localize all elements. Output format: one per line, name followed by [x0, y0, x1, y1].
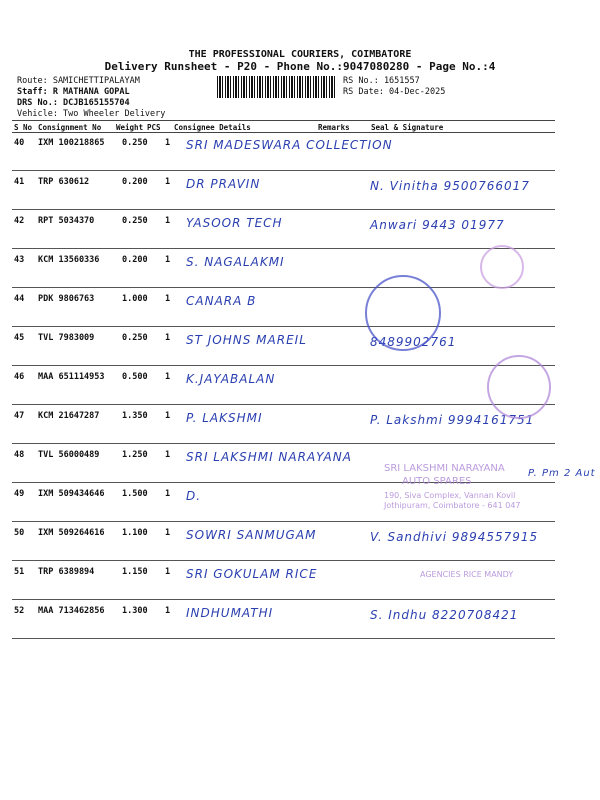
consignee-handwriting: SRI GOKULAM RICE — [186, 567, 318, 581]
row-consignment: TVL 7983009 — [38, 333, 95, 343]
row-weight: 1.100 — [122, 528, 148, 538]
signature-handwriting: P. Lakshmi 9994161751 — [370, 413, 535, 427]
consignee-handwriting: S. NAGALAKMI — [186, 255, 285, 269]
runsheet-title: Delivery Runsheet - P20 - Phone No.:9047080280 - Page No.:4 — [104, 60, 496, 73]
row-weight: 1.250 — [122, 450, 148, 460]
stamp-lakshmi-address: 190, Siva Complex, Vannan Kovil — [384, 491, 516, 500]
row-consignment: TRP 630612 — [38, 177, 90, 187]
table-row — [12, 522, 555, 561]
table-row — [12, 600, 555, 639]
stamp-rice-mandy: AGENCIES RICE MANDY — [420, 570, 514, 579]
table-top-rule — [12, 120, 555, 121]
row-pcs: 1 — [165, 489, 171, 499]
table-row — [12, 405, 555, 444]
row-consignment: MAA 713462856 — [38, 606, 105, 616]
consignee-handwriting: D. — [186, 489, 202, 503]
row-pcs: 1 — [165, 411, 171, 421]
col-remarks: Remarks — [318, 123, 350, 132]
row-consignment: PDK 9806763 — [38, 294, 95, 304]
row-pcs: 1 — [165, 333, 171, 343]
consignee-handwriting: DR PRAVIN — [186, 177, 261, 191]
row-sno: 48 — [14, 450, 25, 460]
vehicle: Vehicle: Two Wheeler Delivery — [17, 109, 166, 119]
row-pcs: 1 — [165, 528, 171, 538]
row-weight: 0.200 — [122, 177, 148, 187]
col-pcs: PCS — [147, 123, 161, 132]
consignee-handwriting: SRI MADESWARA COLLECTION — [186, 138, 393, 152]
stamp-lakshmi-name: SRI LAKSHMI NARAYANA — [384, 463, 505, 474]
row-pcs: 1 — [165, 216, 171, 226]
row-weight: 1.300 — [122, 606, 148, 616]
row-consignment: TRP 6389894 — [38, 567, 95, 577]
row-sno: 45 — [14, 333, 25, 343]
row-sno: 46 — [14, 372, 25, 382]
row-consignment: IXM 100218865 — [38, 138, 105, 148]
row-pcs: 1 — [165, 177, 171, 187]
col-sno: S No — [14, 123, 33, 132]
row-weight: 1.150 — [122, 567, 148, 577]
row-sno: 47 — [14, 411, 25, 421]
row-sno: 51 — [14, 567, 25, 577]
row-sno: 49 — [14, 489, 25, 499]
row-weight: 0.200 — [122, 255, 148, 265]
rs-number: RS No.: 1651557 — [343, 76, 420, 86]
col-seal: Seal & Signature — [371, 123, 444, 132]
row-pcs: 1 — [165, 294, 171, 304]
stamp-lakshmi-sub: AUTO SPARES — [402, 476, 472, 487]
col-weight: Weight — [116, 123, 144, 132]
row-consignment: KCM 13560336 — [38, 255, 100, 265]
signature-handwriting: N. Vinitha 9500766017 — [370, 179, 530, 193]
round-seal-stamp — [487, 355, 551, 419]
table-row — [12, 366, 555, 405]
row-sno: 42 — [14, 216, 25, 226]
consignee-handwriting: INDHUMATHI — [186, 606, 274, 620]
row-weight: 0.250 — [122, 216, 148, 226]
table-row — [12, 327, 555, 366]
consignee-handwriting: P. LAKSHMI — [186, 411, 263, 425]
consignee-handwriting: ST JOHNS MAREIL — [186, 333, 307, 347]
row-consignment: RPT 5034370 — [38, 216, 95, 226]
row-consignment: IXM 509434646 — [38, 489, 105, 499]
drs-number: DRS No.: DCJB165155704 — [17, 98, 130, 108]
handwritten-note: P. Pm 2 Aut — [528, 468, 596, 479]
row-weight: 0.250 — [122, 138, 148, 148]
small-seal-stamp — [480, 245, 524, 289]
company-title: THE PROFESSIONAL COURIERS, COIMBATORE — [188, 49, 412, 60]
consignee-handwriting: SRI LAKSHMI NARAYANA — [186, 450, 352, 464]
signature-handwriting: 8489902761 — [370, 335, 457, 349]
row-weight: 1.000 — [122, 294, 148, 304]
rs-date: RS Date: 04-Dec-2025 — [343, 87, 446, 97]
row-sno: 52 — [14, 606, 25, 616]
staff: Staff: R MATHANA GOPAL — [17, 87, 130, 97]
route: Route: SAMICHETTIPALAYAM — [17, 76, 140, 86]
row-sno: 40 — [14, 138, 25, 148]
row-weight: 0.250 — [122, 333, 148, 343]
row-sno: 44 — [14, 294, 25, 304]
row-consignment: IXM 509264616 — [38, 528, 105, 538]
signature-handwriting: V. Sandhivi 9894557915 — [370, 530, 539, 544]
bank-seal-stamp — [365, 275, 441, 351]
consignee-handwriting: CANARA B — [186, 294, 257, 308]
row-sno: 41 — [14, 177, 25, 187]
table-row — [12, 171, 555, 210]
row-sno: 50 — [14, 528, 25, 538]
barcode — [217, 76, 337, 98]
consignee-handwriting: YASOOR TECH — [186, 216, 283, 230]
table-row — [12, 249, 555, 288]
col-consignee: Consignee Details — [174, 123, 251, 132]
consignee-handwriting: K.JAYABALAN — [186, 372, 276, 386]
table-row — [12, 210, 555, 249]
consignee-handwriting: SOWRI SANMUGAM — [186, 528, 317, 542]
row-divider — [12, 638, 555, 639]
row-consignment: KCM 21647287 — [38, 411, 100, 421]
stamp-lakshmi-city: Jothipuram, Coimbatore - 641 047 — [384, 501, 521, 510]
col-consignment: Consignment No — [38, 123, 102, 132]
signature-handwriting: S. Indhu 8220708421 — [370, 608, 519, 622]
row-pcs: 1 — [165, 255, 171, 265]
row-weight: 1.500 — [122, 489, 148, 499]
row-pcs: 1 — [165, 567, 171, 577]
row-consignment: TVL 56000489 — [38, 450, 100, 460]
table-row — [12, 132, 555, 171]
row-consignment: MAA 651114953 — [38, 372, 105, 382]
row-pcs: 1 — [165, 138, 171, 148]
table-row — [12, 288, 555, 327]
row-pcs: 1 — [165, 606, 171, 616]
row-pcs: 1 — [165, 372, 171, 382]
row-pcs: 1 — [165, 450, 171, 460]
row-weight: 1.350 — [122, 411, 148, 421]
signature-handwriting: Anwari 9443 01977 — [370, 218, 505, 232]
row-weight: 0.500 — [122, 372, 148, 382]
row-sno: 43 — [14, 255, 25, 265]
table-row — [12, 561, 555, 600]
